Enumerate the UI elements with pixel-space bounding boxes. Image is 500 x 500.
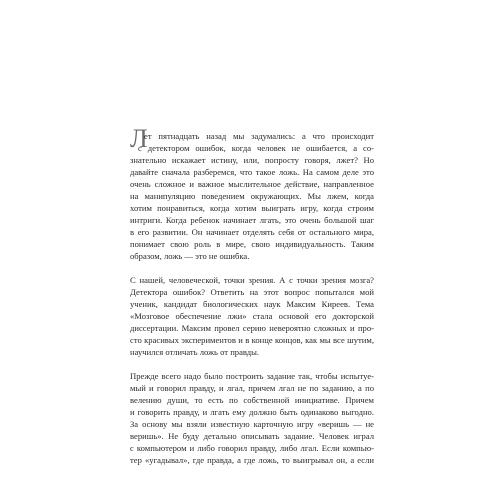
text-line: давайте сначала разберемся, что такое ложь. На самом деле это bbox=[130, 167, 374, 177]
text-line: Детектора ошибок? Ответить на этот вопрос попытался мой bbox=[130, 287, 374, 297]
text-line: в его развитии. Он начинает отделять себя от остального мира, bbox=[130, 227, 374, 237]
text-line: знательно искажает истину, или, попросту говоря, лжет? Но bbox=[130, 155, 374, 165]
paragraph-2 bbox=[130, 274, 374, 358]
text-line: ученик, кандидат биологических наук Максим Киреев. Тема bbox=[130, 299, 374, 309]
text-line: За основу мы взяли известную карточную игру «веришь — не bbox=[130, 419, 374, 429]
paragraph-1 bbox=[130, 130, 374, 262]
text-line: Прежде всего надо было построить задание так, чтобы испытуе- bbox=[130, 371, 374, 381]
text-line: хотим понравиться, когда хотим выиграть игру, когда строим bbox=[130, 203, 374, 213]
paragraph-gap bbox=[130, 262, 374, 274]
text-line: диссертации. Максим провел серию невероятно сложных и про- bbox=[130, 323, 374, 333]
text-line: научился отличать ложь от правды. bbox=[130, 347, 260, 357]
text-line: понимает свою роль в мире, свою индивидуальность. Таким bbox=[130, 239, 374, 249]
text-line: мый и говорил правду, и лгал, причем лгал не по заданию, а по bbox=[130, 383, 374, 393]
text-line: велению души, то есть по собственной инициативе. Причем bbox=[130, 395, 374, 405]
text-line: с компьютером и либо говорил правду, либо лгал. Если компью- bbox=[130, 443, 374, 453]
text-line: ет пятнадцать назад мы задумались: а что происходит bbox=[144, 131, 374, 141]
text-line: «Мозговое обеспечение лжи» стала основой его докторской bbox=[130, 311, 374, 321]
text-line: С нашей, человеческой, точки зрения. А с точки зрения мозга? bbox=[130, 275, 374, 285]
paragraph-gap bbox=[130, 358, 374, 370]
text-line: интриги. Когда ребенок начинает лгать, это очень большой шаг bbox=[130, 215, 374, 225]
text-line: и говорить правду, и лгать ему должно быть одинаково выгодно. bbox=[130, 407, 374, 417]
text-line: на манипуляцию поведением окружающих. Мы лжем, когда bbox=[130, 191, 374, 201]
text-line: образом, ложь — это не ошибка. bbox=[130, 251, 250, 261]
text-line: с детектором ошибок, когда человек не ошибается, а со- bbox=[138, 143, 374, 153]
text-line: очень сложное и важное мыслительное действие, направленное bbox=[130, 179, 374, 189]
drop-cap: Л bbox=[130, 124, 148, 153]
paragraph-3 bbox=[130, 370, 374, 466]
text-line: веришь». Не буду детально описывать задание. Человек играл bbox=[130, 431, 374, 441]
text-line: тер «угадывал», где правда, а где ложь, то выигрывал он, а если bbox=[130, 455, 374, 465]
body-text bbox=[130, 130, 374, 466]
text-line: сто красивых экспериментов и в конце концов, как мы все шутим, bbox=[130, 335, 374, 345]
